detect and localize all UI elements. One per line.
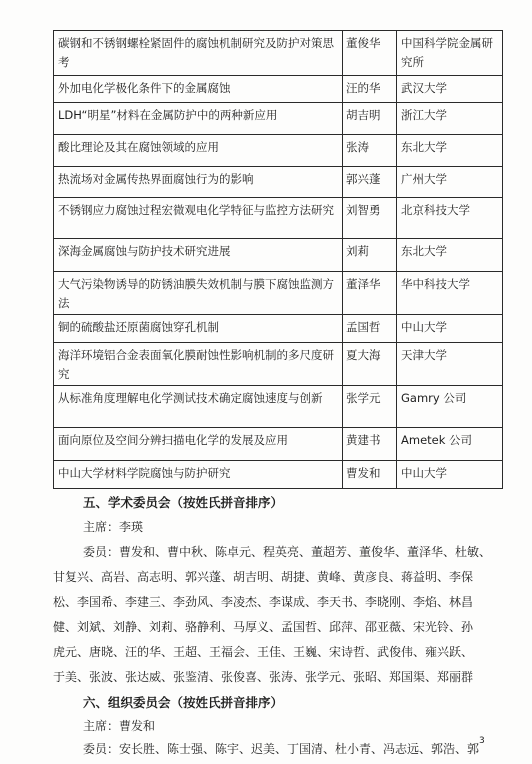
talk-speaker: 刘莉 — [343, 239, 397, 272]
talk-affiliation: 武汉大学 — [397, 76, 503, 103]
talk-row — [54, 272, 503, 315]
organizing-committee-chair: 主席：曹发和 — [83, 719, 156, 733]
talk-row — [54, 31, 503, 76]
talk-affiliation: 中山大学 — [397, 461, 503, 489]
academic-member-line: 健、刘斌、刘静、刘莉、骆静利、马厚义、孟国哲、邱萍、邵亚薇、宋光铃、孙 — [53, 620, 474, 634]
organizing-member-line: 委员：安长胜、陈士强、陈宇、迟美、丁国清、杜小青、冯志远、郭浩、郭 — [83, 742, 480, 756]
talk-affiliation: 天津大学 — [397, 343, 503, 386]
talk-title: 铜的硫酸盐还原菌腐蚀穿孔机制 — [54, 315, 343, 343]
talk-title: 碳钢和不锈钢螺栓紧固件的腐蚀机制研究及防护对策思考 — [54, 31, 343, 76]
talk-speaker: 曹发和 — [343, 461, 397, 489]
academic-committee-heading: 五、学术委员会（按姓氏拼音排序） — [83, 495, 284, 510]
talk-title: 不锈钢应力腐蚀过程宏微观电化学特征与监控方法研究 — [54, 198, 343, 239]
talk-title: 从标准角度理解电化学测试技术确定腐蚀速度与创新 — [54, 386, 343, 428]
organizing-committee-heading: 六、组织委员会（按姓氏拼音排序） — [83, 695, 284, 710]
talk-row — [54, 135, 503, 167]
talk-speaker: 董俊华 — [343, 31, 397, 76]
talk-row — [54, 103, 503, 135]
talk-affiliation: 北京科技大学 — [397, 198, 503, 239]
talk-speaker: 刘智勇 — [343, 198, 397, 239]
talk-title: 面向原位及空间分辨扫描电化学的发展及应用 — [54, 428, 343, 461]
page-number: 3 — [479, 736, 485, 746]
talks-table — [53, 30, 503, 489]
talk-title: 外加电化学极化条件下的金属腐蚀 — [54, 76, 343, 103]
academic-member-line: 委员：曹发和、曹中秋、陈卓元、程英亮、董超芳、董俊华、董泽华、杜敏、 — [83, 545, 492, 559]
talk-title: 中山大学材料学院腐蚀与防护研究 — [54, 461, 343, 489]
academic-member-line: 虎元、唐晓、汪的华、王超、王福会、王佳、王巍、宋诗哲、武俊伟、雍兴跃、 — [53, 645, 474, 659]
academic-member-line: 松、李国希、李建三、李劲风、李凌杰、李谋成、李天书、李晓刚、李焰、林昌 — [53, 595, 474, 609]
talk-title: 酸比理论及其在腐蚀领域的应用 — [54, 135, 343, 167]
talk-speaker: 董泽华 — [343, 272, 397, 315]
talk-title: 热流场对金属传热界面腐蚀行为的影响 — [54, 167, 343, 198]
talk-row — [54, 461, 503, 489]
talk-affiliation: 浙江大学 — [397, 103, 503, 135]
talk-row — [54, 167, 503, 198]
talk-title: 深海金属腐蚀与防护技术研究进展 — [54, 239, 343, 272]
talk-affiliation: Gamry 公司 — [397, 386, 503, 428]
talk-speaker: 黄建书 — [343, 428, 397, 461]
talk-affiliation: 东北大学 — [397, 239, 503, 272]
talk-row — [54, 239, 503, 272]
talk-speaker: 汪的华 — [343, 76, 397, 103]
talk-row — [54, 198, 503, 239]
talk-speaker: 孟国哲 — [343, 315, 397, 343]
talk-row — [54, 428, 503, 461]
talk-affiliation: 中国科学院金属研究所 — [397, 31, 503, 76]
talk-speaker: 张学元 — [343, 386, 397, 428]
talk-row — [54, 315, 503, 343]
talk-row — [54, 386, 503, 428]
talk-title: LDH“明星”材料在金属防护中的两种新应用 — [54, 103, 343, 135]
academic-member-line: 甘复兴、高岩、高志明、郭兴蓬、胡吉明、胡捷、黄峰、黄彦良、蒋益明、李保 — [53, 570, 474, 584]
academic-member-line: 于美、张波、张达威、张鉴清、张俊喜、张涛、张学元、张昭、郑国渠、郑丽群 — [53, 670, 474, 684]
talk-affiliation: 中山大学 — [397, 315, 503, 343]
academic-committee-chair: 主席：李瑛 — [83, 520, 144, 534]
talk-speaker: 夏大海 — [343, 343, 397, 386]
talk-affiliation: 华中科技大学 — [397, 272, 503, 315]
talk-affiliation: 东北大学 — [397, 135, 503, 167]
talk-speaker: 张涛 — [343, 135, 397, 167]
talk-affiliation: 广州大学 — [397, 167, 503, 198]
talk-title: 海洋环境铝合金表面氧化膜耐蚀性影响机制的多尺度研究 — [54, 343, 343, 386]
talk-row — [54, 343, 503, 386]
talk-title: 大气污染物诱导的防锈油膜失效机制与膜下腐蚀监测方法 — [54, 272, 343, 315]
talk-row — [54, 76, 503, 103]
talk-affiliation: Ametek 公司 — [397, 428, 503, 461]
talk-speaker: 郭兴蓬 — [343, 167, 397, 198]
talk-speaker: 胡吉明 — [343, 103, 397, 135]
